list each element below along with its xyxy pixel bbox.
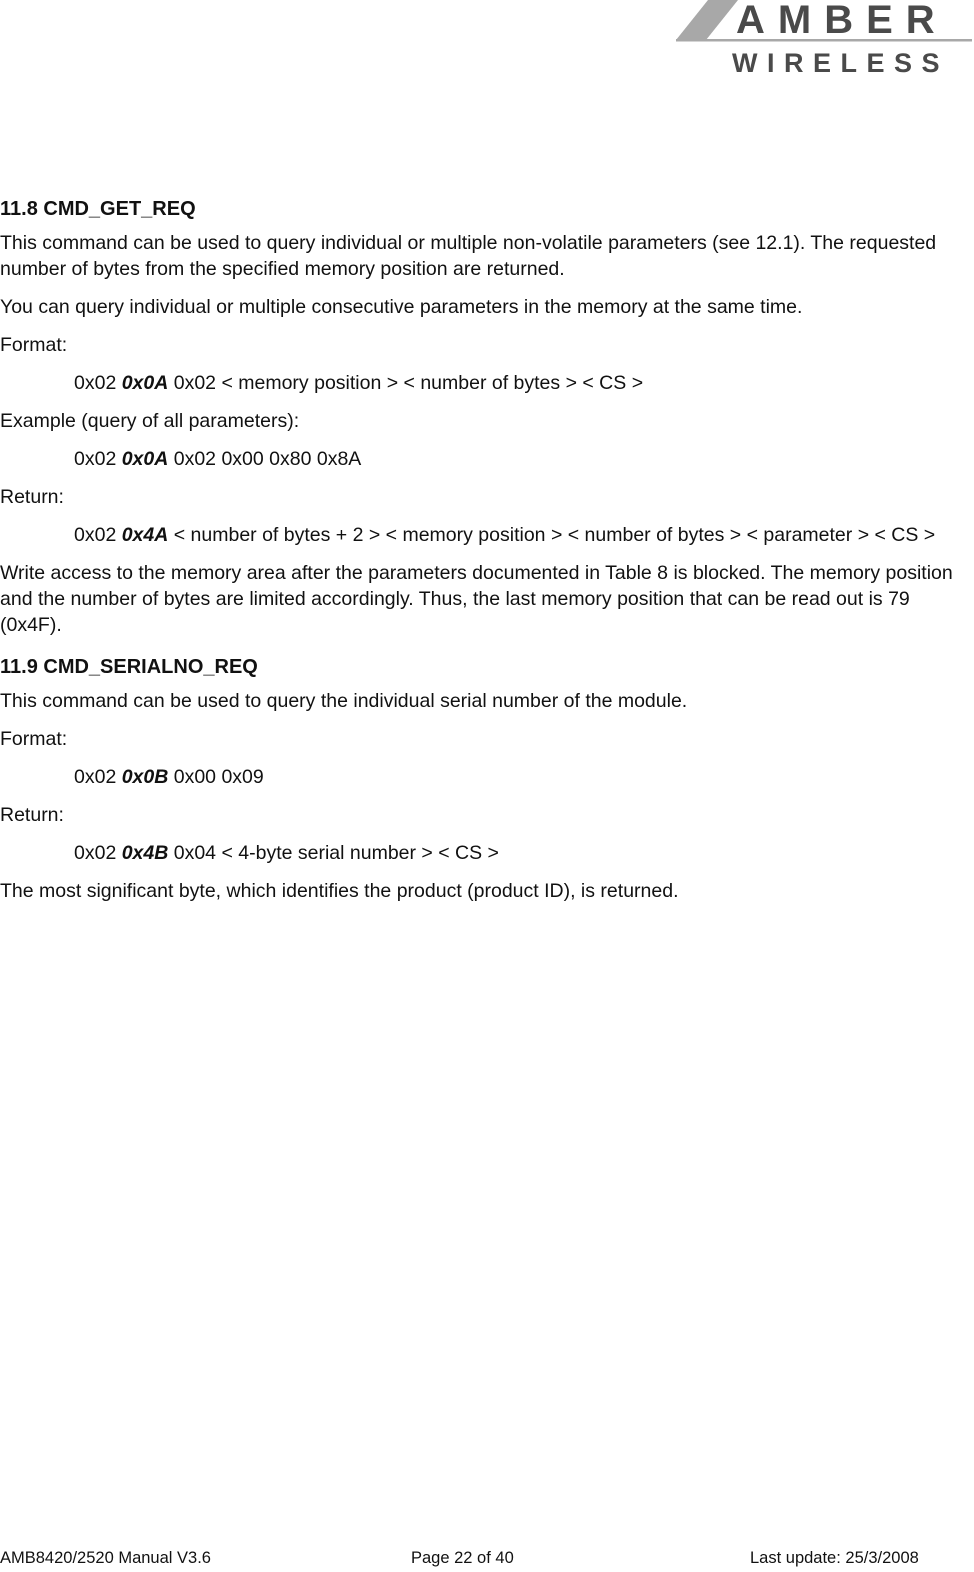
section-heading: 11.9 CMD_SERIALNO_REQ <box>0 656 258 678</box>
return-code-line: 0x02 0x4B 0x04 < 4-byte serial number > < CS > <box>74 842 499 864</box>
paragraph: This command can be used to query the individual serial number of the module. <box>0 690 688 712</box>
footer-page-number: Page 22 of 40 <box>411 1549 514 1567</box>
paragraph: You can query individual or multiple consecutive parameters in the memory at the same time. <box>0 296 803 318</box>
logo-brand-text: AMBER <box>736 0 948 42</box>
format-code-line: 0x02 0x0B 0x00 0x09 <box>74 766 264 788</box>
format-label: Format: <box>0 334 68 356</box>
example-code-line: 0x02 0x0A 0x02 0x00 0x80 0x8A <box>74 448 362 470</box>
amber-wireless-logo <box>672 0 972 76</box>
footer-manual-version: AMB8420/2520 Manual V3.6 <box>0 1549 211 1567</box>
document-body <box>0 196 970 916</box>
example-label: Example (query of all parameters): <box>0 410 300 432</box>
logo-subbrand-text: WIRELESS <box>732 48 950 76</box>
format-code-line: 0x02 0x0A 0x02 < memory position > < number of bytes > < CS > <box>74 372 644 394</box>
command-byte: 0x4A <box>121 524 169 546</box>
paragraph: Write access to the memory area after the parameters documented in Table 8 is blocked. The memory position and the number of bytes are limited accordingly. Thus, the last memory position that can be read out is 79 (0x4F). <box>0 562 953 636</box>
logo-slash-shape <box>676 0 738 40</box>
section-cmd-serialno-req <box>0 654 970 904</box>
return-label: Return: <box>0 486 64 508</box>
page-footer <box>0 1548 974 1572</box>
command-byte: 0x4B <box>121 842 169 864</box>
return-label: Return: <box>0 804 64 826</box>
paragraph: The most significant byte, which identifies the product (product ID), is returned. <box>0 880 679 902</box>
return-code-line: 0x02 0x4A < number of bytes + 2 > < memory position > < number of bytes > < parameter > < CS > <box>74 524 936 546</box>
section-heading: 11.8 CMD_GET_REQ <box>0 198 196 220</box>
footer-last-update: Last update: 25/3/2008 <box>750 1549 919 1567</box>
section-cmd-get-req <box>0 196 970 638</box>
command-byte: 0x0A <box>121 448 169 470</box>
command-byte: 0x0A <box>121 372 169 394</box>
format-label: Format: <box>0 728 68 750</box>
command-byte: 0x0B <box>121 766 169 788</box>
paragraph: This command can be used to query individual or multiple non-volatile parameters (see 12.1). The requested number of bytes from the specified memory position are returned. <box>0 232 937 280</box>
